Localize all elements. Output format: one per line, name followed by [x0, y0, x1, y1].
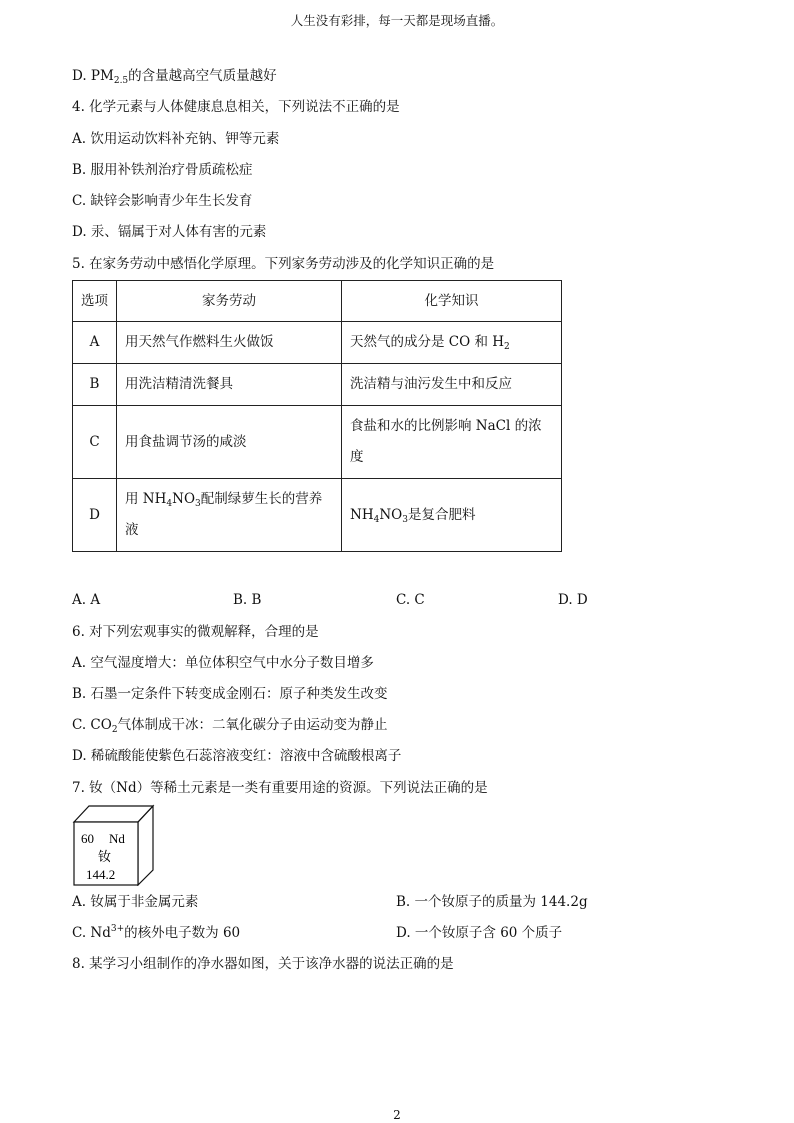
q7-option-d: D. 一个钕原子含 60 个质子: [396, 925, 563, 941]
table-row: [73, 479, 562, 552]
element-card: [72, 804, 156, 886]
q5-option-c: C. C: [396, 592, 425, 608]
page-header: 人生没有彩排，每一天都是现场直播。: [290, 13, 504, 28]
q7-option-b: B. 一个钕原子的质量为 144.2g: [396, 894, 588, 910]
q6-option-b: B. 石墨一定条件下转变成金刚石：原子种类发生改变: [72, 686, 388, 702]
table-cell: D: [73, 479, 117, 552]
q6-option-a: A. 空气湿度增大：单位体积空气中水分子数目增多: [72, 655, 374, 671]
element-symbol: Nd: [109, 831, 125, 846]
q4-option-a: A. 饮用运动饮料补充钠、钾等元素: [72, 131, 280, 147]
q6-stem: 6. 对下列宏观事实的微观解释，合理的是: [72, 624, 319, 640]
table-cell: 食盐和水的比例影响 NaCl 的浓度: [342, 406, 562, 479]
element-mass: 144.2: [86, 867, 116, 882]
q5-option-d: D. D: [558, 592, 588, 608]
q4-option-d: D. 汞、镉属于对人体有害的元素: [72, 224, 267, 240]
q5-option-b: B. B: [233, 592, 262, 608]
element-name: 钕: [98, 850, 112, 865]
q5-stem: 5. 在家务劳动中感悟化学原理。下列家务劳动涉及的化学知识正确的是: [72, 256, 495, 272]
q4-option-b: B. 服用补铁剂治疗骨质疏松症: [72, 162, 253, 178]
table-cell: B: [73, 364, 117, 406]
table-cell: $NH_4NO_3$是复合肥料: [342, 479, 562, 552]
table-header-row: [73, 281, 562, 322]
table-row: [73, 322, 562, 364]
q7-stem: 7. 钕（Nd）等稀土元素是一类有重要用途的资源。下列说法正确的是: [72, 780, 488, 796]
table-cell: 用洗洁精清洗餐具: [117, 364, 342, 406]
q7-option-a: A. 钕属于非金属元素: [72, 894, 199, 910]
table-cell: A: [73, 322, 117, 364]
q4-option-c: C. 缺锌会影响青少年生长发育: [72, 193, 253, 209]
page-number: 2: [393, 1108, 401, 1122]
element-number: 60: [81, 831, 94, 846]
table-cell: 用 $NH_4NO_3$配制绿萝生长的营养液: [117, 479, 342, 552]
q6-option-d: D. 稀硫酸能使紫色石蕊溶液变红：溶液中含硫酸根离子: [72, 748, 402, 764]
q6-option-c: C. $CO_2$气体制成干冰：二氧化碳分子由运动变为静止: [72, 717, 388, 735]
table-cell: C: [73, 406, 117, 479]
table-row: [73, 364, 562, 406]
table-cell: 洗洁精与油污发生中和反应: [342, 364, 562, 406]
table-header-cell: 选项: [73, 281, 117, 322]
q8-stem: 8. 某学习小组制作的净水器如图，关于该净水器的说法正确的是: [72, 956, 454, 972]
table-header-cell: 化学知识: [342, 281, 562, 322]
q5-option-a: A. A: [72, 592, 101, 608]
table-header-cell: 家务劳动: [117, 281, 342, 322]
table-cell: 用天然气作燃料生火做饭: [117, 322, 342, 364]
table-cell: 天然气的成分是 CO 和 $H_2$: [342, 322, 562, 364]
q7-option-c: C. $Nd^{3+}$的核外电子数为 60: [72, 924, 241, 941]
q5-table: [72, 280, 562, 552]
table-cell: 用食盐调节汤的咸淡: [117, 406, 342, 479]
q4-stem: 4. 化学元素与人体健康息息相关，下列说法不正确的是: [72, 99, 400, 115]
table-row: [73, 406, 562, 479]
q3-option-d: D. $PM_{2.5}$的含量越高空气质量越好: [72, 68, 277, 86]
